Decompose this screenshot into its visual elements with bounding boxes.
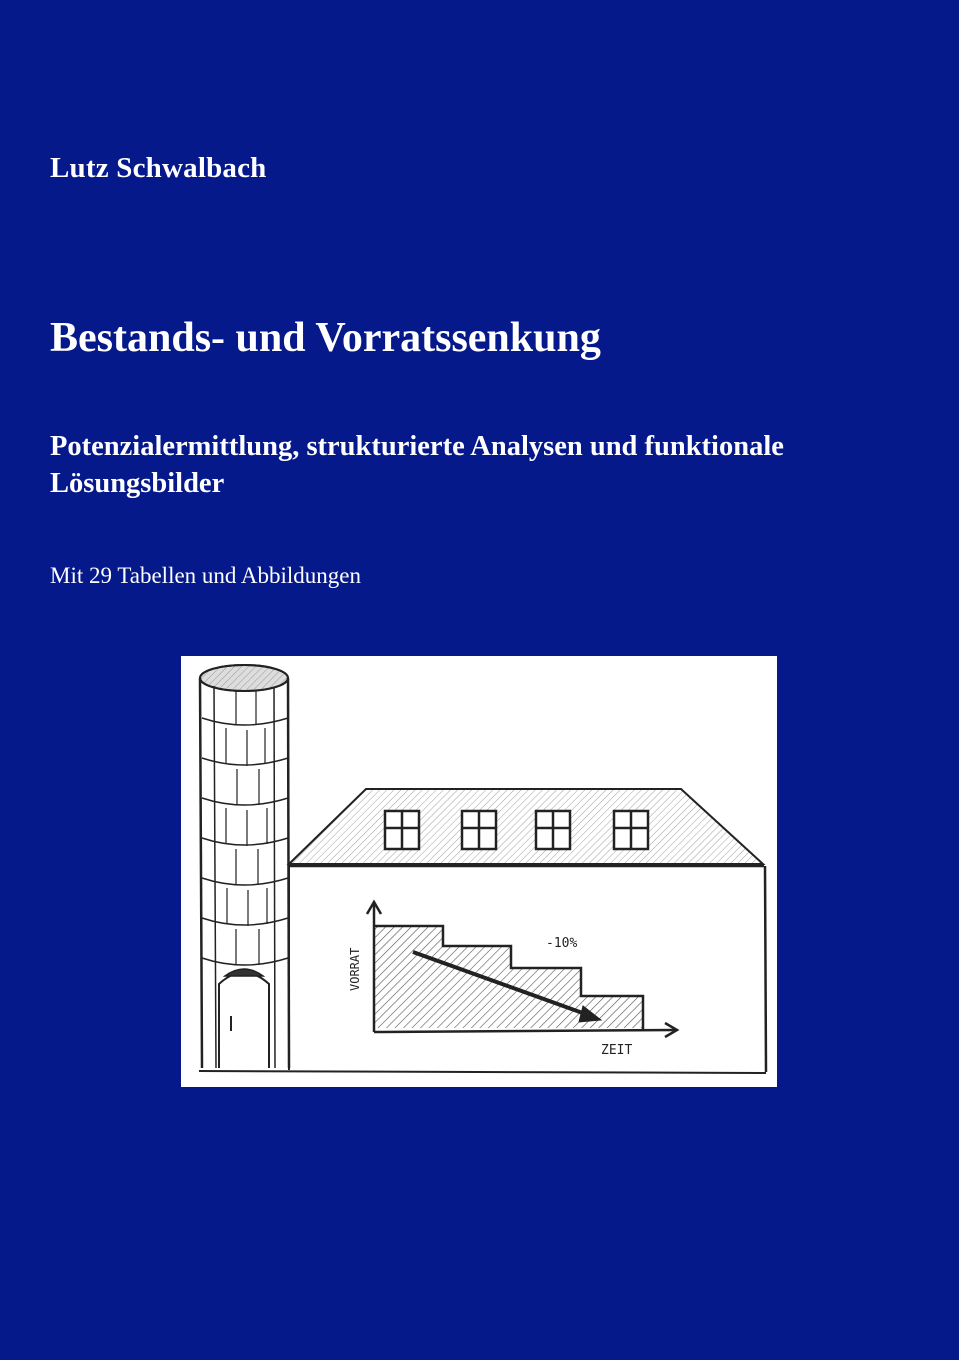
ground-line bbox=[199, 1071, 766, 1073]
chart-axis-y-label: VORRAT bbox=[348, 947, 362, 991]
chart-axis-x-label: ZEIT bbox=[601, 1043, 633, 1058]
chart-annotation: -10% bbox=[546, 936, 578, 951]
building-right-wall bbox=[765, 866, 766, 1072]
cover-illustration bbox=[181, 656, 777, 1087]
warehouse-sketch bbox=[181, 656, 777, 1087]
book-title: Bestands- und Vorratssenkung bbox=[50, 315, 601, 361]
building-roof bbox=[289, 789, 764, 866]
author-name: Lutz Schwalbach bbox=[50, 152, 267, 184]
silo-tower bbox=[200, 665, 289, 1068]
book-subtitle: Potenzialermittlung, strukturierte Analysen und funktionale Lösungsbilder bbox=[50, 431, 784, 499]
tables-note: Mit 29 Tabellen und Abbildungen bbox=[50, 563, 361, 588]
stock-chart-sketch bbox=[348, 902, 677, 1058]
